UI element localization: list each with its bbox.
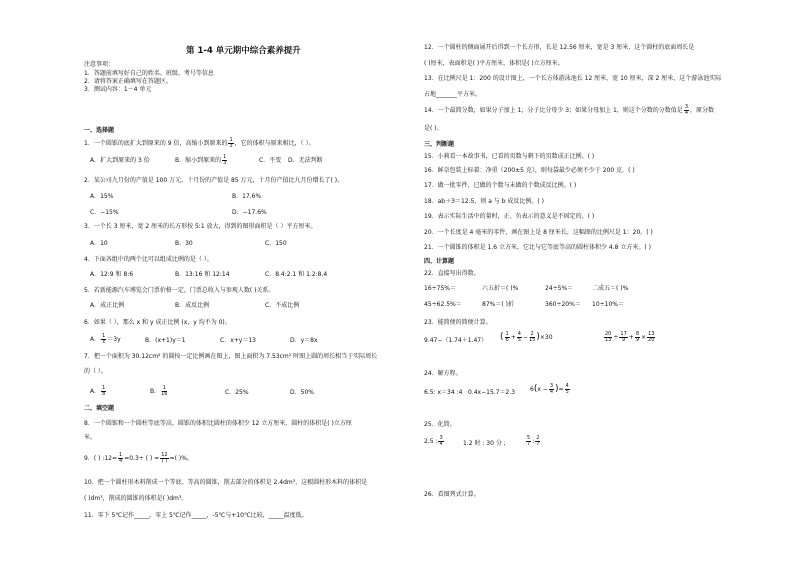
q3-option-b: B．30 — [175, 240, 193, 247]
notice-item-2: 2．请将答案正确填写在答题区。 — [84, 78, 172, 85]
q25-expr-3: $\frac{5}{7}$ : $\frac{2}{7}$ — [527, 435, 540, 447]
question-12-line-1: 12．一个圆柱的侧面展开后得到一个长方形，长是 12.56 厘米，宽是 3 厘米，这个圆柱的底面周长是 — [424, 44, 695, 51]
question-8-line-1: 8．一个圆锥和一个圆柱等底等高，圆锥的体积比圆柱的体积少 12 立方厘米，圆柱的体积是( )立方厘 — [84, 420, 352, 427]
q2-option-a: A．15% — [90, 193, 114, 200]
notice-heading: 注意事项： — [84, 61, 115, 68]
question-4: 4．下面各组中的两个比可以组成比例的是（ ）。 — [84, 256, 213, 263]
question-10-line-2: ( )dm³，削成的圆锥的体积是( )dm³。 — [84, 495, 188, 502]
q22-item: 二成五＝( )% — [592, 285, 629, 292]
q24-eq-2: 0.4x−15.7＝2.3 — [468, 389, 516, 396]
q5-option-c: C．不成比例 — [265, 302, 300, 309]
q2-option-c: C．−15% — [90, 209, 119, 216]
question-24: 24．解方程。 — [424, 370, 462, 377]
q6-option-b: B．(x+1)y＝1 — [145, 337, 186, 344]
question-20: 20．一个长度是 4 毫米的零件，画在图上是 8 厘米长，这幅图的比例尺是 1：20。( ) — [424, 229, 653, 236]
q23-expr-3: $\frac{20}{13}$ ÷ $\frac{17}{9}$ + $\frac{8}{9}$ × $\frac{13}{20}$ — [605, 331, 655, 343]
q4-option-a: A．12:9 和 8:6 — [90, 271, 134, 278]
question-2: 2．某公司九月份的产值是 100 万元，十月份的产值是 85 万元，十月份产值比九月份增长了( )。 — [84, 177, 344, 184]
question-7-line-2: 的（ ）。 — [84, 368, 107, 375]
q6-option-d: D．y＝8x — [290, 337, 318, 344]
q23-expr-1: 9.47−（1.74＋1.47） — [424, 337, 488, 344]
q22-item: 87%＝( )折 — [482, 301, 514, 308]
notice-item-3: 3．测试内容：1－4 单元 — [84, 86, 152, 93]
question-7-line-1: 7．把一个面积为 30.12cm² 的圆按一定比例画在图上，图上面积为 7.53cm² 时图上圆的周长相当于实际周长 — [84, 353, 378, 360]
q2-option-d: D．−17.6% — [232, 209, 267, 216]
question-10-line-1: 10．把一个圆柱形木料削成一个等底、等高的圆锥，削去部分的体积是 2.4dm³，这根圆柱形木料的体积是 — [84, 479, 368, 486]
question-13-line-2: 占地_______平方米。 — [424, 91, 482, 98]
question-25: 25．化简。 — [424, 421, 456, 428]
question-12-line-2: ( )厘米，表面积是( )平方厘米，体积是( )立方厘米。 — [424, 60, 564, 67]
q6-option-a: A． $\frac{1}{x}$ ＝3y — [90, 333, 121, 345]
question-14: 14．一个最简分数，如果分子加上 1，分子比分母少 3；如果分母加上 1，则这个分数的分数值是 $\frac{3}{4}$ ，原分数 — [424, 104, 715, 116]
section-judge: 三、判断题 — [424, 141, 455, 148]
q22-item: 24÷5%＝ — [545, 285, 574, 292]
q7-option-a: A． $\frac{1}{8}$ — [90, 385, 106, 397]
fraction: $\frac{1}{3}$ — [229, 137, 233, 149]
q1-option-b: B．缩小到原来的 $\frac{1}{3}$ — [175, 154, 227, 166]
q4-option-c: C．8.4:2.1 和 1.2:8.4 — [265, 271, 328, 278]
question-23: 23．能简便的简便计算。 — [424, 319, 492, 326]
question-26: 26．看图列式计算。 — [424, 491, 480, 498]
question-17: 17．做一批零件，已做的个数与未做的个数成反比例。( ) — [424, 182, 577, 189]
q4-option-b: B．13:16 和 12:14 — [175, 271, 230, 278]
question-5: 5．若新能源汽车博览会门票价格一定，门票总收入与参观人数( )关系。 — [84, 287, 275, 294]
q7-option-d: D．50% — [290, 389, 314, 396]
question-16: 16．鲜奈包装上标着：净重（200±5 克），则每袋最少必须不少于 200 克．( ) — [424, 167, 635, 174]
q3-option-a: A．10 — [90, 240, 108, 247]
question-14-line-2: 是( )。 — [424, 125, 443, 132]
q2-option-b: B．17.6% — [232, 193, 262, 200]
question-1: 1．一个圆锥的底扩大到原来的 9 倍，高缩小到原来的 $\frac{1}{3}$ ，它的体积与原来相比，（ ）。 — [84, 137, 315, 149]
q3-option-c: C．150 — [265, 240, 287, 247]
q22-item: 360÷20%＝ — [545, 301, 581, 308]
page-title: 第 1-4 单元期中综合素养提升 — [186, 46, 301, 56]
q25-expr-2: 1.2 时 : 30 分 ; — [463, 440, 506, 447]
q5-option-b: B．成反比例 — [175, 302, 210, 309]
section-fill: 二、填空题 — [84, 405, 115, 412]
q22-item: 45÷62.5%＝ — [424, 301, 462, 308]
question-13-line-1: 13．在比例尺是 1：200 的设计图上，一个长方体游泳池长 12 厘米，宽 10 厘米，深 2 厘米，这个游泳池实际 — [424, 75, 722, 82]
q24-eq-3: 6(x − $\frac{3}{4}$ )= $\frac{4}{5}$ — [530, 383, 569, 395]
section-choice: 一、选择题 — [84, 127, 115, 134]
q22-item: 16÷75%＝ — [424, 285, 456, 292]
q1-option-c: C．不变 — [259, 157, 282, 164]
q1-option-d: D．无法判断 — [288, 157, 323, 164]
q23-expr-2: ( $\frac{1}{6}$ + $\frac{4}{5}$ − $\frac{2}{15}$ )×30 — [500, 331, 553, 343]
q22-item: 六五折＝( )% — [482, 285, 519, 292]
question-3: 3．一个长 3 厘米，宽 2 厘米的长方形按 5:1 放大，得到的图形面积是（ ）平方厘米。 — [84, 223, 317, 230]
q7-option-b: B． $\frac{1}{16}$ — [150, 385, 168, 397]
question-21: 21．一个圆锥的体积是 1.6 立方米，它比与它等底等高的圆柱体积少 4.8 立方米。( ) — [424, 244, 651, 251]
q25-expr-1: 2.5 : $\frac{3}{4}$ — [424, 435, 443, 447]
question-22: 22．直接写出得数。 — [424, 270, 480, 277]
question-19: 19．表示实际生活中的量时，正、负表示的意义是不固定的。( ) — [424, 213, 595, 220]
section-calc: 四、计算题 — [424, 258, 455, 265]
question-15: 15．小莉看一本故事书，已看的页数与剩下的页数成正比例。( ) — [424, 153, 595, 160]
q7-option-c: C．25% — [225, 389, 249, 396]
q6-option-c: C．x+y＝13 — [220, 337, 256, 344]
question-11: 11．零下 5℃记作_____，零上 5℃记作_____，-5℃与+10℃比较，_____温度低。 — [84, 512, 308, 519]
question-18: 18．ab＋3＝12.5，则 a 与 b 成反比例。( ) — [424, 198, 545, 205]
question-8-line-2: 米。 — [84, 434, 97, 441]
q1-option-a: A．扩大到原来的 3 倍 — [90, 157, 150, 164]
q24-eq-1: 6.5: x＝34 :4 — [424, 389, 463, 396]
notice-item-1: 1．答题前填写好自己的姓名、班级、考号等信息 — [84, 70, 214, 77]
question-6: 6．如果（ ），那么 x 和 y 成正比例 (x，y 均不为 0)。 — [84, 319, 231, 326]
q5-option-a: A．成正比例 — [90, 302, 125, 309]
q22-item: 10÷10%＝ — [592, 301, 624, 308]
question-9: 9．( ) :12= $\frac{1}{4}$ =0.3÷ ( ) = $\frac{12}{( )}$ =( )%。 — [84, 452, 193, 464]
